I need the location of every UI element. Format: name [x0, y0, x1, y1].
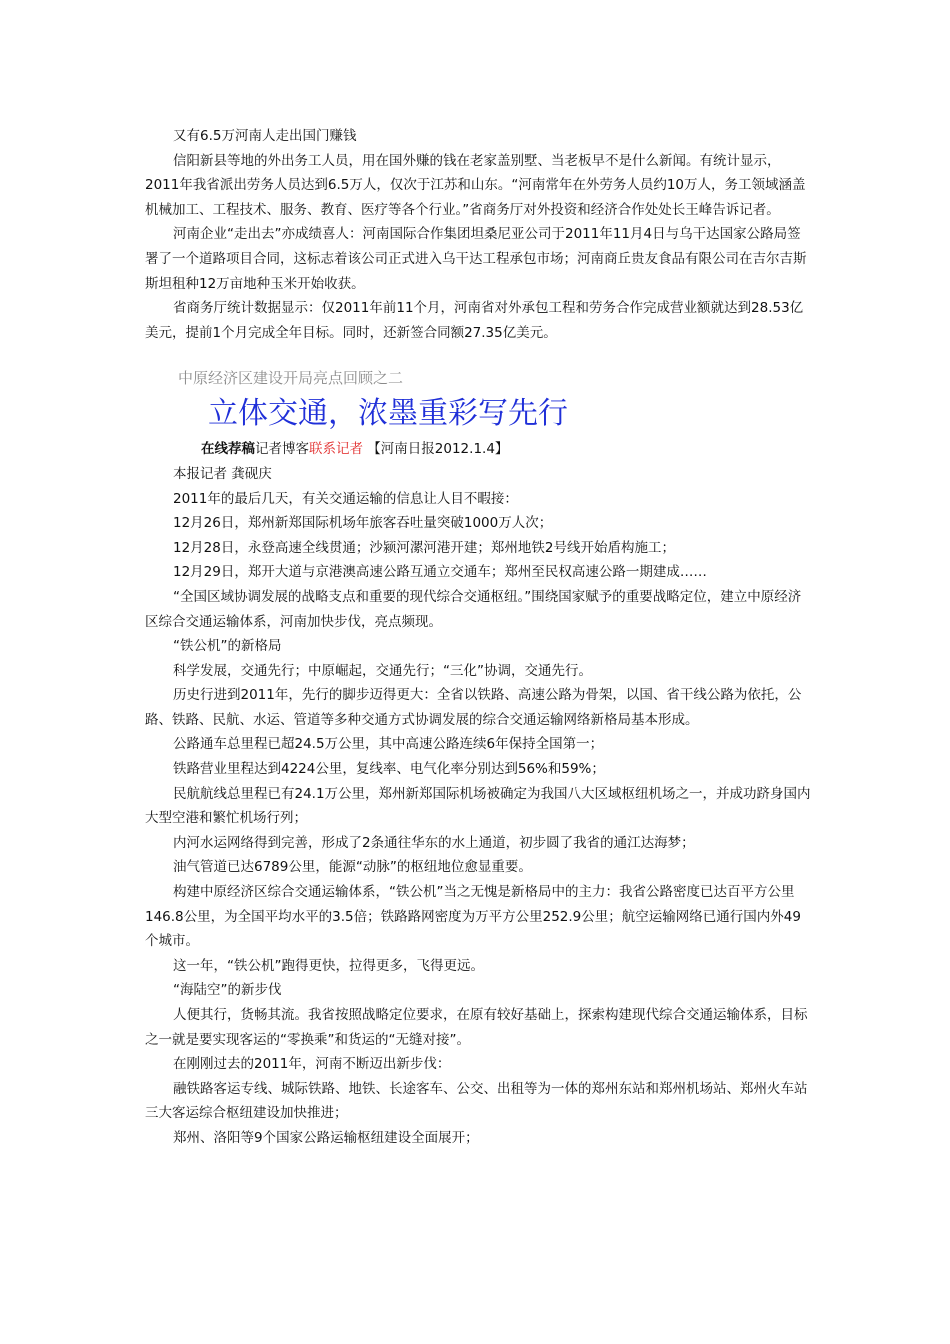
document-content — [145, 124, 813, 1151]
section-heading: “海陆空”的新步伐 — [173, 982, 282, 999]
article2-paragraph: 科学发展，交通先行；中原崛起，交通先行；“三化”协调，交通先行。 — [173, 662, 592, 679]
article2-paragraph: 2011年的最后几天，有关交通运输的信息让人目不暇接： — [173, 490, 518, 507]
article2-paragraph: 内河水运网络得到完善，形成了2条通往华东的水上通道，初步圆了我省的通江达海梦； — [173, 834, 695, 851]
article2-paragraph: 这一年，“铁公机”跑得更快，拉得更多，飞得更远。 — [173, 957, 484, 974]
article1-paragraph: 信阳新县等地的外出务工人员，用在国外赚的钱在老家盖别墅、当老板早不是什么新闻。有统计显示，2011年我省派出劳务人员达到6.5万人，仅次于江苏和山东。“河南常年在外劳务人员约10万人，务工领域涵盖机械加工、工程技术、服务、教育、医疗等各个行业。”省商务厅对外投资和经济合作处处长王峰告诉记者。 — [145, 152, 806, 218]
article2-byline — [145, 437, 813, 462]
source-label: 【河南日报2012.1.4】 — [363, 441, 509, 458]
article2-paragraph: “全国区域协调发展的战略支点和重要的现代综合交通枢纽。”围绕国家赋予的重要战略定位，建立中原经济区综合交通运输体系，河南加快步伐，亮点频现。 — [145, 588, 802, 630]
section-heading: “铁公机”的新格局 — [173, 638, 282, 655]
article2-paragraph: 人便其行，货畅其流。我省按照战略定位要求，在原有较好基础上，探索构建现代综合交通运输体系，目标之一就是要实现客运的“零换乘”和货运的“无缝对接”。 — [145, 1007, 808, 1048]
article2-paragraph: 12月29日，郑开大道与京港澳高速公路互通立交通车；郑州至民权高速公路一期建成…… — [173, 564, 707, 581]
reporter-blog-link[interactable]: 记者博客 — [255, 441, 309, 458]
article2-paragraph: 铁路营业里程达到4224公里，复线率、电气化率分别达到56%和59%； — [173, 761, 605, 778]
article2-paragraph: 12月26日，郑州新郑国际机场年旅客吞吐量突破1000万人次； — [173, 515, 553, 532]
article2-paragraph: 融铁路客运专线、城际铁路、地铁、长途客车、公交、出租等为一体的郑州东站和郑州机场站、郑州火车站三大客运综合枢纽建设加快推进； — [145, 1080, 808, 1122]
article2-paragraph: 12月28日，永登高速全线贯通；沙颍河漯河港开建；郑州地铁2号线开始盾构施工； — [173, 539, 675, 556]
article2-subtitle: 中原经济区建设开局亮点回顾之二 — [178, 369, 404, 388]
reporter-line: 本报记者 龚砚庆 — [173, 465, 272, 482]
article2-paragraph: 郑州、洛阳等9个国家公路运输枢纽建设全面展开； — [173, 1129, 479, 1146]
article1-paragraph: 河南企业“走出去”亦成绩喜人：河南国际合作集团坦桑尼亚公司于2011年11月4日与乌干达国家公路局签署了一个道路项目合同，这标志着该公司正式进入乌干达工程承包市场；河南商丘贵友食品有限公司在吉尔吉斯斯坦租种12万亩地种玉米开始收获。 — [145, 226, 807, 292]
contact-reporter-link[interactable]: 联系记者 — [309, 441, 363, 458]
section-gap — [145, 345, 813, 365]
article2-headline: 立体交通，浓墨重彩写先行 — [208, 396, 568, 432]
article1-title: 又有6.5万河南人走出国门赚钱 — [173, 128, 357, 144]
article2-paragraph: 历史行进到2011年，先行的脚步迈得更大：全省以铁路、高速公路为骨架，以国、省干线公路为依托，公路、铁路、民航、水运、管道等多种交通方式协调发展的综合交通运输网络新格局基本形成。 — [145, 687, 802, 728]
article2-paragraph: 公路通车总里程已超24.5万公里，其中高速公路连续6年保持全国第一； — [173, 736, 604, 753]
article2-paragraph: 油气管道已达6789公里，能源“动脉”的枢纽地位愈显重要。 — [173, 859, 532, 876]
article2-paragraph: 在刚刚过去的2011年，河南不断迈出新步伐： — [173, 1056, 451, 1073]
article2-paragraph: 民航航线总里程已有24.1万公里，郑州新郑国际机场被确定为我国八大区域枢纽机场之一，并成功跻身国内大型空港和繁忙机场行列； — [145, 785, 811, 827]
recommend-link[interactable]: 在线荐稿 — [201, 441, 255, 458]
article2-paragraph: 构建中原经济区综合交通运输体系，“铁公机”当之无愧是新格局中的主力：我省公路密度已达百平方公里146.8公里，为全国平均水平的3.5倍；铁路路网密度为万平方公里252.9公里；航空运输网络已通行国内外49个城市。 — [145, 884, 801, 950]
article1-paragraph: 省商务厅统计数据显示：仅2011年前11个月，河南省对外承包工程和劳务合作完成营业额就达到28.53亿美元，提前1个月完成全年目标。同时，还新签合同额27.35亿美元。 — [145, 300, 804, 341]
